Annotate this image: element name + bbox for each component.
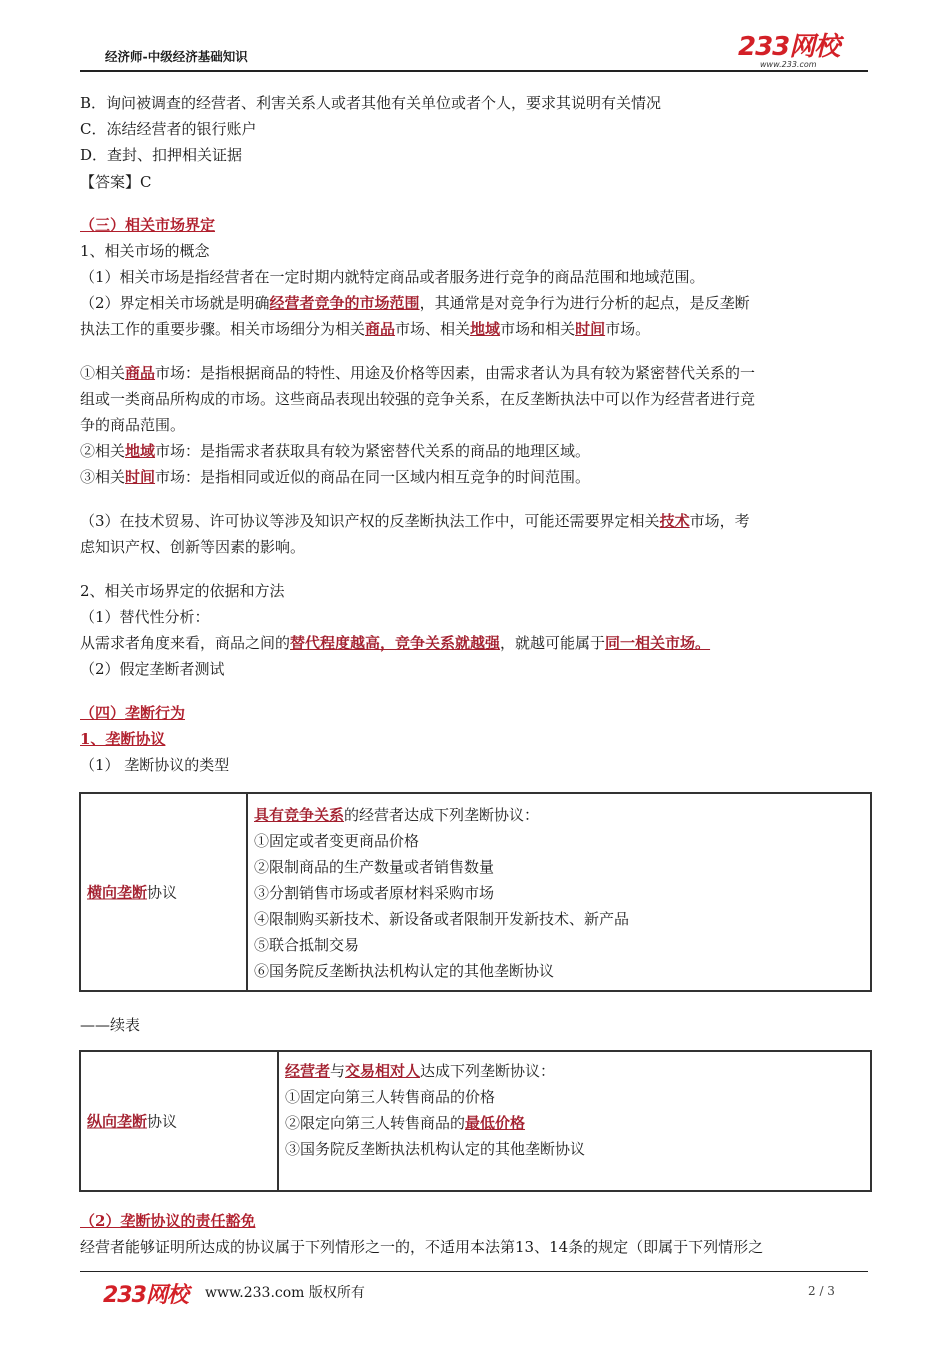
text: 协议 — [147, 883, 178, 902]
paragraph-3-cont: 虑知识产权、创新等因素的影响。 — [80, 538, 306, 556]
highlight: 替代程度越高，竞争关系就越强 — [290, 634, 501, 652]
text: ②相关 — [80, 442, 126, 460]
table-content-cell — [248, 794, 870, 990]
text: 市场和相关 — [500, 320, 576, 338]
subheading-1: 1、相关市场的概念 — [80, 242, 210, 260]
section-heading-exemption: （2）垄断协议的责任豁免 — [80, 1212, 256, 1230]
highlight: 具有竞争关系 — [254, 806, 345, 824]
table-item: ③国务院反垄断执法机构认定的其他垄断协议 — [285, 1140, 586, 1158]
text: （3）在技术贸易、许可协议等涉及知识产权的反垄断执法工作中，可能还需要界定相关 — [80, 512, 660, 530]
highlight: 同一相关市场。 — [605, 634, 711, 652]
subheading-2: 2、相关市场界定的依据和方法 — [80, 582, 285, 600]
table-item — [285, 1112, 525, 1134]
method-1: （1）替代性分析： — [80, 608, 210, 626]
table-intro — [254, 804, 539, 826]
option-b: B．询问被调查的经营者、利害关系人或者其他有关单位或者个人，要求其说明有关情况 — [80, 94, 662, 112]
text: ①相关 — [80, 364, 126, 382]
agreement-types-title: （1） 垄断协议的类型 — [80, 756, 230, 774]
table-item: ⑤联合抵制交易 — [254, 936, 360, 954]
highlight: 经营者竞争的市场范围 — [269, 294, 420, 312]
text: （2）界定相关市场就是明确 — [80, 294, 270, 312]
highlight: 经营者 — [285, 1062, 331, 1080]
table-intro — [285, 1060, 555, 1082]
highlight: 地域 — [125, 442, 156, 460]
highlight: 商品 — [125, 364, 156, 382]
table-label — [87, 1111, 177, 1132]
text: 与 — [330, 1062, 346, 1080]
highlight: 横向垄断 — [87, 883, 148, 902]
market-item-2 — [80, 440, 590, 462]
text: ②限定向第三人转售商品的 — [285, 1114, 466, 1132]
text: 达成下列垄断协议： — [420, 1062, 556, 1080]
market-item-3 — [80, 466, 590, 488]
table-item: ①固定或者变更商品价格 — [254, 832, 420, 850]
subheading-monopoly-agreement: 1、垄断协议 — [80, 730, 166, 748]
text: 的经营者达成下列垄断协议： — [344, 806, 540, 824]
text: 协议 — [147, 1112, 178, 1131]
highlight: 时间 — [125, 468, 156, 486]
text: 市场。 — [605, 320, 651, 338]
text: 市场：是指相同或近似的商品在同一区域内相互竞争的时间范围。 — [155, 468, 591, 486]
paragraph-2 — [80, 292, 750, 314]
table-content-cell — [279, 1052, 870, 1190]
highlight: 时间 — [575, 320, 606, 338]
method-1-text — [80, 632, 710, 654]
text: 市场，考 — [689, 512, 750, 530]
table-item: ①固定向第三人转售商品的价格 — [285, 1088, 496, 1106]
option-d: D．查封、扣押相关证据 — [80, 146, 243, 164]
answer: 【答案】C — [80, 173, 152, 191]
text: 执法工作的重要步骤。相关市场细分为相关 — [80, 320, 366, 338]
table-item: ②限制商品的生产数量或者销售数量 — [254, 858, 495, 876]
footer-logo[interactable]: 233网校 — [103, 1283, 188, 1308]
option-c: C．冻结经营者的银行账户 — [80, 120, 257, 138]
text: 从需求者角度来看，商品之间的 — [80, 634, 291, 652]
text: ，就越可能属于 — [500, 634, 606, 652]
paragraph-1: （1）相关市场是指经营者在一定时期内就特定商品或者服务进行竞争的商品范围和地域范围。 — [80, 268, 705, 286]
text: ，其通常是对竞争行为进行分析的起点，是反垄断 — [419, 294, 750, 312]
section-heading-4: （四）垄断行为 — [80, 704, 186, 722]
paragraph-2-cont — [80, 318, 650, 340]
footer-divider — [80, 1271, 868, 1272]
table-item: ⑥国务院反垄断执法机构认定的其他垄断协议 — [254, 962, 555, 980]
table-continued-note: ——续表 — [80, 1016, 141, 1034]
highlight: 地域 — [470, 320, 501, 338]
logo-url: www.233.com — [760, 60, 817, 69]
header-divider — [80, 70, 868, 72]
highlight: 技术 — [659, 512, 690, 530]
logo-text: 233网校 — [738, 32, 840, 62]
vertical-agreement-table — [79, 1050, 872, 1192]
footer-copyright: www.233.com 版权所有 — [205, 1285, 365, 1301]
header-title: 经济师-中级经济基础知识 — [105, 49, 248, 64]
text: 市场：是指根据商品的特性、用途及价格等因素，由需求者认为具有较为紧密替代关系的一 — [155, 364, 756, 382]
highlight: 最低价格 — [465, 1114, 526, 1132]
page-number: 2 / 3 — [808, 1284, 835, 1298]
market-item-1-cont: 组或一类商品所构成的市场。这些商品表现出较强的竞争关系，在反垄断执法中可以作为经营者进行竞 — [80, 390, 756, 408]
table-label-cell — [81, 794, 248, 990]
horizontal-agreement-table — [79, 792, 872, 992]
table-item: ④限制购买新技术、新设备或者限制开发新技术、新产品 — [254, 910, 630, 928]
method-2: （2）假定垄断者测试 — [80, 660, 225, 678]
text: ③相关 — [80, 468, 126, 486]
highlight: 纵向垄断 — [87, 1112, 148, 1131]
paragraph-3 — [80, 510, 750, 532]
highlight: 商品 — [365, 320, 396, 338]
market-item-1-cont: 争的商品范围。 — [80, 416, 186, 434]
section-heading-3: （三）相关市场界定 — [80, 216, 216, 234]
table-label — [87, 882, 177, 903]
text: 市场：是指需求者获取具有较为紧密替代关系的商品的地理区域。 — [155, 442, 591, 460]
table-item: ③分割销售市场或者原材料采购市场 — [254, 884, 495, 902]
exemption-paragraph: 经营者能够证明所达成的协议属于下列情形之一的，不适用本法第13、14条的规定（即属于下列情形之 — [80, 1238, 764, 1256]
market-item-1 — [80, 362, 755, 384]
brand-logo[interactable] — [738, 34, 868, 74]
text: 市场、相关 — [395, 320, 471, 338]
highlight: 交易相对人 — [345, 1062, 421, 1080]
table-label-cell — [81, 1052, 279, 1190]
